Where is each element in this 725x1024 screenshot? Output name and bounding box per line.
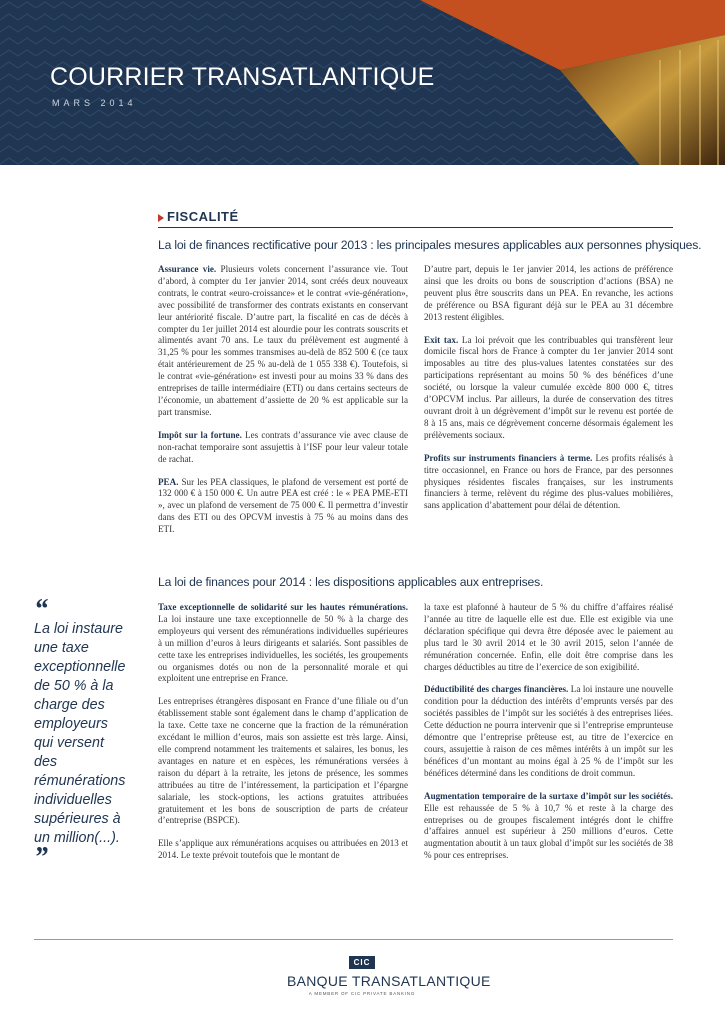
paragraph-text: Sur les PEA classiques, le plafond de versement est porté de 132 000 € à 150 000 €. Un autre PEA est créé : le « PEA PME-ETI », avec un plafond de versement de 75 000 €. Il permettra d’investir dans des ETI ou des OPCVM investis à 75 % au moins dans des ETI.: [158, 476, 408, 535]
paragraph: [158, 430, 408, 466]
paragraph-text: Les profits réalisés à titre occasionnel, en France ou hors de France, par des personnes physiques résidentes fiscales françaises, sur les instruments financiers à terme, relèvent du régime des plus-values mobilières, sans application d’abattement pour délai de détention.: [424, 452, 673, 511]
paragraph-text: la taxe est plafonné à hauteur de 5 % du chiffre d’affaires réalisé l’année au titre de laquelle elle est due. Elle est exigible via une déclaration spécifique qui devra être déposée avec le paiement au plus tard le 30 avril 2014 et le 30 avril 2015, selon l’année de rémunération concernée. Enfin, elle doit être comprise dans les charges déductibles au titre de l’exercice de son exigibilité.: [424, 602, 673, 672]
pull-quote: [34, 594, 126, 873]
bank-name: BANQUE TRANSATLANTIQUE: [287, 973, 491, 989]
bank-logo: [287, 952, 491, 996]
issue-date: MARS 2014: [52, 98, 137, 108]
bank-tagline: A MEMBER OF CIC PRIVATE BANKING: [308, 991, 416, 996]
paragraph-text: La loi prévoit que les contribuables qui transfèrent leur domicile fiscal hors de France à compter du 1er janvier 2014 sont imposables au titre des plus-values latentes constatées sur des participations représentant au moins 50 % des bénéfices d’une société, ou lorsque la valeur cumulée excède 800 000 €, titres d’OPCVM inclus. Par ailleurs, la durée de conservation des titres ouvrant droit à un dégrèvement d’impôt sur le revenu est portée de 8 à 15 ans, mais ce dégrèvement concerne désormais également les prélèvements sociaux.: [424, 334, 673, 440]
section-label: FISCALITÉ: [167, 209, 239, 224]
paragraph-text: D’autre part, depuis le 1er janvier 2014, les actions de préférence ainsi que les droits ou bons de souscription d’actions (BSA) ne peuvent plus être souscrits dans un PEA. En revanche, les actions de préférence ou BSA figurant déjà sur le PEA au 31 décembre 2013 restent éligibles.: [424, 264, 673, 322]
paragraph-lead: Taxe exceptionnelle de solidarité sur les hautes rémunérations.: [158, 602, 408, 612]
section-arrow-icon: [158, 214, 164, 222]
open-quote-mark: “: [34, 594, 48, 625]
paragraph-text: Elle est rehaussée de 5 % à 10,7 % et reste à la charge des entreprises ou de groupes fiscalement intégrés dont le chiffre d’affaires annuel est supérieur à 250 millions d’euros. Cette augmentation aboutit à un taux global d’impôt sur les sociétés de 38 % pour ces entreprises.: [424, 802, 673, 861]
paragraph-lead: Impôt sur la fortune.: [158, 429, 242, 440]
paragraph-text: La loi instaure une nouvelle condition pour la déduction des intérêts d’emprunts versés par des sociétés passibles de l’impôt sur les sociétés à des entreprises liées. Cette déduction ne pourra intervenir que si l’entreprise emprunteuse démontre que l’entreprise prêteuse est, au titre de l’exercice en cours, assujettie à raison de ces mêmes intérêts à un impôt sur les bénéfices d’un montant au moins égal à 25 % de l’impôt sur les bénéfices déterminé dans les conditions de droit commun.: [424, 684, 673, 778]
close-quote-mark: ”: [34, 842, 48, 873]
paragraph-lead: Assurance vie.: [158, 264, 217, 274]
header-banner: [0, 0, 725, 165]
paragraph-lead: Déductibilité des charges financières.: [424, 684, 569, 695]
paragraph: [158, 838, 408, 862]
cic-mark: CIC: [349, 956, 376, 969]
paragraph: [424, 791, 673, 862]
paragraph-lead: Augmentation temporaire de la surtaxe d’impôt sur les sociétés.: [424, 790, 673, 801]
paragraph: [158, 696, 408, 827]
paragraph: [424, 453, 673, 513]
article1-left-column: [158, 264, 408, 547]
article2-right-column: [424, 602, 673, 873]
paragraph: [158, 264, 408, 419]
newsletter-title: COURRIER TRANSATLANTIQUE: [50, 63, 435, 91]
paragraph: [158, 477, 408, 537]
article2-left-column: [158, 602, 408, 873]
article2-heading: La loi de finances pour 2014 : les dispositions applicables aux entreprises.: [158, 575, 544, 589]
paragraph: [424, 335, 673, 442]
pull-quote-text: La loi instaure une taxe exceptionnelle de 50 % à la charge des employeurs qui versent des rémunérations individuelles supérieures à un million(...).: [34, 621, 126, 846]
paragraph-text: Les contrats d’assurance vie avec clause de non-rachat temporaire sont assujettis à l’ISF pour leur valeur totale de rachat.: [158, 429, 408, 464]
paragraph-text: La loi instaure une taxe exceptionnelle de 50 % à la charge des employeurs qui versent des rémunérations individuelles supérieures à un million d’euros à leurs dirigeants et salariés. Sont passibles de cette taxe les entreprises individuelles, les sociétés, les groupements ou organismes dotés ou non de la personnalité morale et qui exploitent une entreprise en France.: [158, 613, 408, 684]
paragraph-text: Elle s’applique aux rémunérations acquises ou attribuées en 2013 et 2014. Le texte prévoit toutefois que le montant de: [158, 838, 408, 861]
article1-heading: La loi de finances rectificative pour 2013 : les principales mesures applicables aux personnes physiques.: [158, 238, 702, 252]
paragraph: [424, 602, 673, 673]
paragraph-text: Plusieurs volets concernent l’assurance vie. Tout d’abord, à compter du 1er janvier 2014, sont créés deux nouveaux contrats, le contrat «euro-croissance» et le contrat «vie-génération», avec possibilité de transformer des contrats existants en conservant leur antériorité fiscale. D’autre part, la fiscalité en cas de décès à compter du 1er juillet 2014 est alourdie pour les contrats souscrits et alimentés avant 70 ans. Le taux du prélèvement est augmenté à 31,25 % pour les sommes transmises au-delà de 852 500 € (ce taux était antérieurement de 25 % au-delà de 1 055 338 €). Toutefois, si le contrat «vie-génération» est investi pour au moins 33 % dans des entreprises de taille intermédiaire (ETI) ou dans certains secteurs de l’économie, un abattement d’assiette de 20 % est applicable sur la part transmise.: [158, 264, 408, 417]
paragraph-lead: Profits sur instruments financiers à terme.: [424, 452, 593, 463]
paragraph-text: Les entreprises étrangères disposant en France d’une filiale ou d’un établissement stable sont également dans le champ d’application de la taxe. Cette taxe ne concerne que la fraction de la rémunération excédant le million d’euros, mais son assiette est très large. Ainsi, elle comprend notamment les traitements et salaires, les bonus, les avantages en nature et en espèces, les rémunérations versées à raison du départ à la retraite, les jetons de présence, les sommes attribuées au titre de l’intéressement, la participation et l’épargne salariale, les stock-options, les actions gratuites attribuées gratuitement et les bons de souscription de parts de créateur d’entreprise (BSPCE).: [158, 696, 408, 826]
paragraph-lead: PEA.: [158, 476, 179, 487]
paragraph: [424, 264, 673, 324]
paragraph: [424, 684, 673, 779]
paragraph-lead: Exit tax.: [424, 334, 459, 345]
paragraph: [158, 602, 408, 685]
footer-divider: [34, 939, 673, 940]
section-header: [158, 209, 673, 228]
article1-right-column: [424, 264, 673, 523]
